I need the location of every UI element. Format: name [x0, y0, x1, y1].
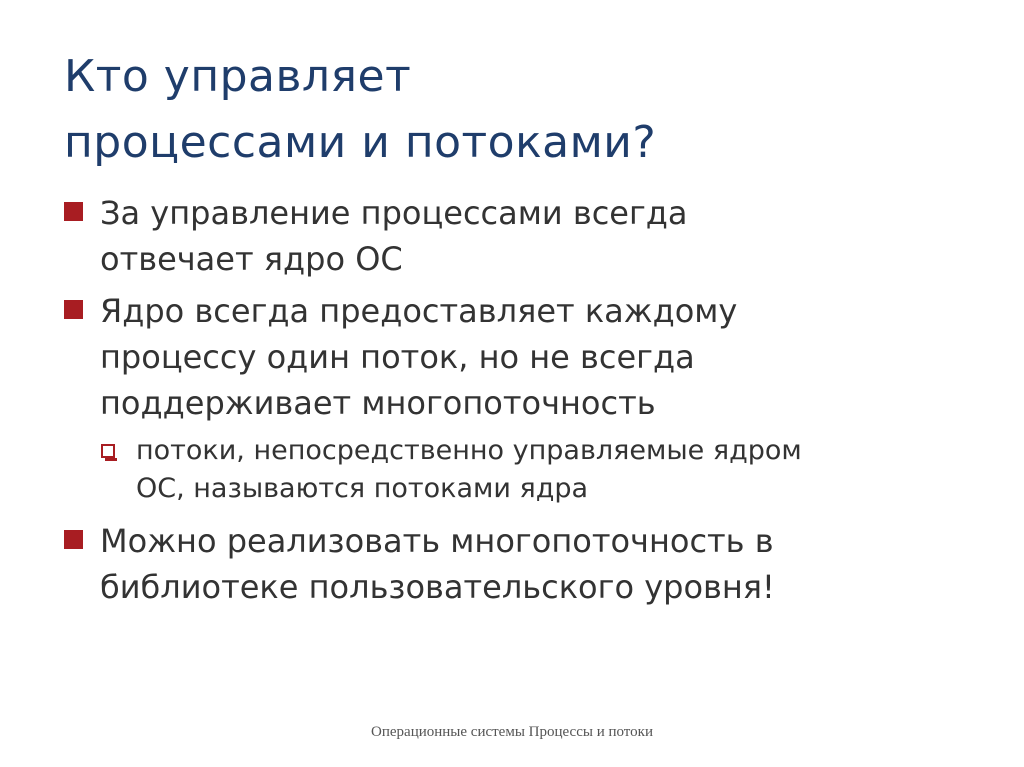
bullet-item — [62, 518, 982, 610]
title-line: процессами и потоками? — [64, 117, 657, 168]
bullet-item — [62, 190, 982, 282]
bullet-text-line: Ядро всегда предоставляет каждому — [100, 292, 738, 330]
filled-square-bullet-icon — [64, 300, 83, 319]
sub-bullet-item — [100, 432, 982, 508]
hollow-square-bullet-icon — [101, 444, 115, 458]
sub-bullet-text-line: ОС, называются потоками ядра — [136, 473, 589, 504]
bullet-item — [62, 288, 982, 426]
bullet-list — [62, 190, 982, 616]
sub-bullet-text-line: потоки, непосредственно управляемые ядром — [136, 435, 802, 466]
bullet-text-line: процессу один поток, но не всегда — [100, 338, 695, 376]
slide-title — [64, 44, 964, 176]
filled-square-bullet-icon — [64, 202, 83, 221]
slide-footer: Операционные системы Процессы и потоки — [371, 724, 653, 740]
bullet-text-line: поддерживает многопоточность — [100, 384, 656, 422]
bullet-text-line: Можно реализовать многопоточность в — [100, 522, 774, 560]
title-line: Кто управляет — [64, 51, 412, 102]
bullet-text-line: библиотеке пользовательского уровня! — [100, 568, 775, 606]
filled-square-bullet-icon — [64, 530, 83, 549]
bullet-text-line: За управление процессами всегда — [100, 194, 688, 232]
bullet-text-line: отвечает ядро ОС — [100, 240, 403, 278]
